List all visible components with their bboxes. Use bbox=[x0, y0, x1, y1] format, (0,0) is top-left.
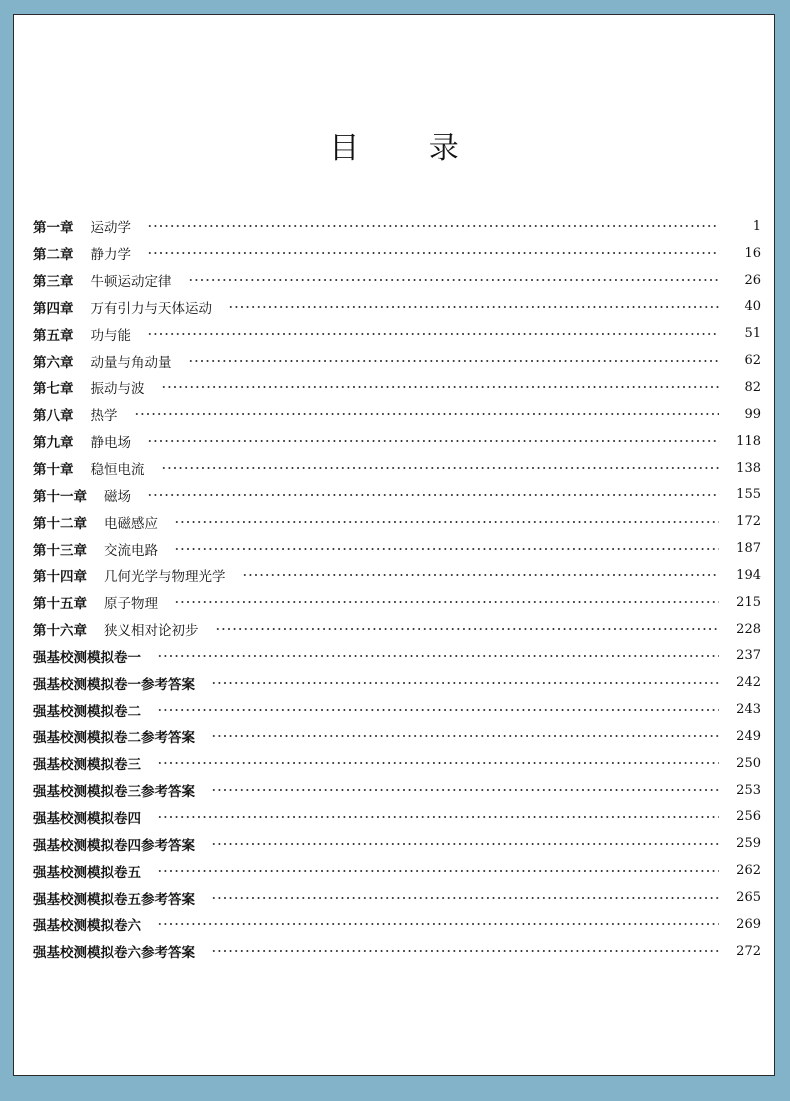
dot-leader bbox=[211, 842, 719, 846]
toc-page-number: 26 bbox=[744, 272, 761, 288]
toc-entry[interactable] bbox=[33, 643, 761, 670]
toc-page-number: 51 bbox=[744, 326, 761, 342]
toc-entry[interactable] bbox=[33, 562, 761, 589]
toc-chapter-title: 静力学 bbox=[90, 247, 131, 264]
dot-leader bbox=[211, 949, 719, 953]
toc-chapter-title: 稳恒电流 bbox=[90, 462, 145, 479]
toc-entry[interactable] bbox=[33, 401, 761, 428]
toc-entry[interactable] bbox=[33, 428, 761, 455]
toc-chapter-label: 第八章 bbox=[33, 408, 74, 425]
dot-leader bbox=[157, 869, 719, 873]
dot-leader bbox=[157, 922, 719, 926]
toc-entry[interactable] bbox=[33, 347, 761, 374]
toc-chapter-label: 第九章 bbox=[33, 435, 74, 452]
dot-leader bbox=[147, 439, 719, 443]
dot-leader bbox=[211, 788, 719, 792]
dot-leader bbox=[147, 224, 719, 228]
toc-page-number: 272 bbox=[736, 943, 761, 959]
toc-chapter-label: 第一章 bbox=[33, 220, 74, 237]
toc-entry[interactable] bbox=[33, 777, 761, 804]
toc-chapter-title: 几何光学与物理光学 bbox=[104, 569, 226, 586]
dot-leader bbox=[242, 573, 720, 577]
toc-chapter-label: 第十六章 bbox=[33, 623, 87, 640]
toc-chapter-title: 磁场 bbox=[104, 488, 131, 505]
toc-page-number: 1 bbox=[752, 218, 761, 234]
toc-page-number: 259 bbox=[736, 836, 761, 852]
toc-chapter-label: 强基校测模拟卷四 bbox=[33, 810, 141, 827]
toc-chapter-label: 第十四章 bbox=[33, 569, 87, 586]
toc-chapter-label: 强基校测模拟卷六 bbox=[33, 918, 141, 935]
toc-page-number: 155 bbox=[736, 487, 761, 503]
toc-entry[interactable] bbox=[33, 884, 761, 911]
dot-leader bbox=[174, 547, 719, 551]
dot-leader bbox=[211, 734, 719, 738]
toc-entry[interactable] bbox=[33, 508, 761, 535]
toc-page-number: 249 bbox=[736, 728, 761, 744]
toc-chapter-title: 动量与角动量 bbox=[90, 354, 172, 371]
dot-leader bbox=[188, 278, 720, 282]
toc-page-number: 62 bbox=[744, 353, 761, 369]
toc-chapter-label: 第二章 bbox=[33, 247, 74, 264]
toc-entry[interactable] bbox=[33, 374, 761, 401]
toc-entry[interactable] bbox=[33, 213, 761, 240]
toc-entry[interactable] bbox=[33, 696, 761, 723]
toc-entry[interactable] bbox=[33, 481, 761, 508]
toc-entry[interactable] bbox=[33, 616, 761, 643]
toc-chapter-label: 第三章 bbox=[33, 274, 74, 291]
toc-chapter-title: 原子物理 bbox=[104, 596, 158, 613]
dot-leader bbox=[228, 305, 719, 309]
toc-entry[interactable] bbox=[33, 455, 761, 482]
toc-chapter-title: 功与能 bbox=[90, 327, 131, 344]
dot-leader bbox=[157, 761, 719, 765]
toc-page-number: 262 bbox=[736, 863, 761, 879]
toc-page-number: 194 bbox=[736, 567, 761, 583]
toc-chapter-title: 万有引力与天体运动 bbox=[90, 300, 212, 317]
toc-page-number: 269 bbox=[736, 916, 761, 932]
toc-entry[interactable] bbox=[33, 589, 761, 616]
toc-entry[interactable] bbox=[33, 911, 761, 938]
toc-chapter-label: 强基校测模拟卷五参考答案 bbox=[33, 891, 195, 908]
toc-entry[interactable] bbox=[33, 535, 761, 562]
toc-chapter-label: 强基校测模拟卷四参考答案 bbox=[33, 837, 195, 854]
dot-leader bbox=[147, 493, 719, 497]
toc-page-number: 16 bbox=[744, 245, 761, 261]
dot-leader bbox=[157, 654, 719, 658]
toc-page-number: 253 bbox=[736, 782, 761, 798]
dot-leader bbox=[174, 520, 719, 524]
toc-page-number: 172 bbox=[736, 514, 761, 530]
dot-leader bbox=[211, 896, 719, 900]
dot-leader bbox=[147, 251, 719, 255]
toc-entry[interactable] bbox=[33, 320, 761, 347]
toc-entry[interactable] bbox=[33, 267, 761, 294]
toc-entry[interactable] bbox=[33, 750, 761, 777]
toc-chapter-label: 强基校测模拟卷三参考答案 bbox=[33, 784, 195, 801]
toc-entry[interactable] bbox=[33, 240, 761, 267]
dot-leader bbox=[161, 466, 720, 470]
dot-leader bbox=[134, 412, 720, 416]
dot-leader bbox=[215, 627, 720, 631]
toc-chapter-label: 第五章 bbox=[33, 327, 74, 344]
toc-page-number: 256 bbox=[736, 809, 761, 825]
toc-entry[interactable] bbox=[33, 669, 761, 696]
toc-page-number: 118 bbox=[736, 433, 761, 449]
toc-entry[interactable] bbox=[33, 857, 761, 884]
toc-page-number: 228 bbox=[736, 621, 761, 637]
toc-chapter-label: 第十二章 bbox=[33, 515, 87, 532]
toc-page-number: 242 bbox=[736, 675, 761, 691]
toc-chapter-label: 强基校测模拟卷二参考答案 bbox=[33, 730, 195, 747]
dot-leader bbox=[147, 332, 719, 336]
dot-leader bbox=[211, 681, 719, 685]
toc-chapter-label: 强基校测模拟卷五 bbox=[33, 864, 141, 881]
toc-chapter-label: 第十一章 bbox=[33, 488, 87, 505]
table-of-contents bbox=[33, 213, 761, 965]
toc-entry[interactable] bbox=[33, 294, 761, 321]
toc-entry[interactable] bbox=[33, 723, 761, 750]
toc-page-number: 215 bbox=[736, 594, 761, 610]
toc-chapter-label: 第六章 bbox=[33, 354, 74, 371]
toc-entry[interactable] bbox=[33, 804, 761, 831]
dot-leader bbox=[188, 359, 720, 363]
toc-chapter-label: 强基校测模拟卷二 bbox=[33, 703, 141, 720]
toc-page-number: 99 bbox=[744, 406, 761, 422]
toc-page-number: 243 bbox=[736, 702, 761, 718]
toc-chapter-title: 静电场 bbox=[90, 435, 131, 452]
dot-leader bbox=[157, 708, 719, 712]
toc-chapter-label: 强基校测模拟卷三 bbox=[33, 757, 141, 774]
toc-chapter-title: 狭义相对论初步 bbox=[104, 623, 199, 640]
document-page bbox=[13, 14, 775, 1076]
toc-chapter-title: 运动学 bbox=[90, 220, 131, 237]
toc-chapter-label: 第四章 bbox=[33, 300, 74, 317]
toc-page-number: 82 bbox=[744, 379, 761, 395]
toc-chapter-label: 第七章 bbox=[33, 381, 74, 398]
toc-page-number: 250 bbox=[736, 755, 761, 771]
page-title: 目 录 bbox=[329, 131, 489, 166]
toc-page-number: 265 bbox=[736, 890, 761, 906]
dot-leader bbox=[174, 600, 719, 604]
toc-chapter-title: 振动与波 bbox=[90, 381, 145, 398]
toc-chapter-title: 交流电路 bbox=[104, 542, 158, 559]
dot-leader bbox=[161, 385, 720, 389]
toc-chapter-label: 强基校测模拟卷六参考答案 bbox=[33, 945, 195, 962]
toc-chapter-title: 电磁感应 bbox=[104, 515, 158, 532]
toc-entry[interactable] bbox=[33, 938, 761, 965]
toc-chapter-label: 强基校测模拟卷一参考答案 bbox=[33, 676, 195, 693]
toc-chapter-label: 第十五章 bbox=[33, 596, 87, 613]
toc-entry[interactable] bbox=[33, 830, 761, 857]
toc-page-number: 237 bbox=[736, 648, 761, 664]
toc-chapter-title: 热学 bbox=[90, 408, 118, 425]
toc-chapter-label: 第十三章 bbox=[33, 542, 87, 559]
dot-leader bbox=[157, 815, 719, 819]
toc-page-number: 40 bbox=[744, 299, 761, 315]
toc-chapter-label: 强基校测模拟卷一 bbox=[33, 649, 141, 666]
toc-page-number: 187 bbox=[736, 541, 761, 557]
toc-page-number: 138 bbox=[736, 460, 761, 476]
toc-chapter-label: 第十章 bbox=[33, 462, 74, 479]
toc-chapter-title: 牛顿运动定律 bbox=[90, 274, 172, 291]
